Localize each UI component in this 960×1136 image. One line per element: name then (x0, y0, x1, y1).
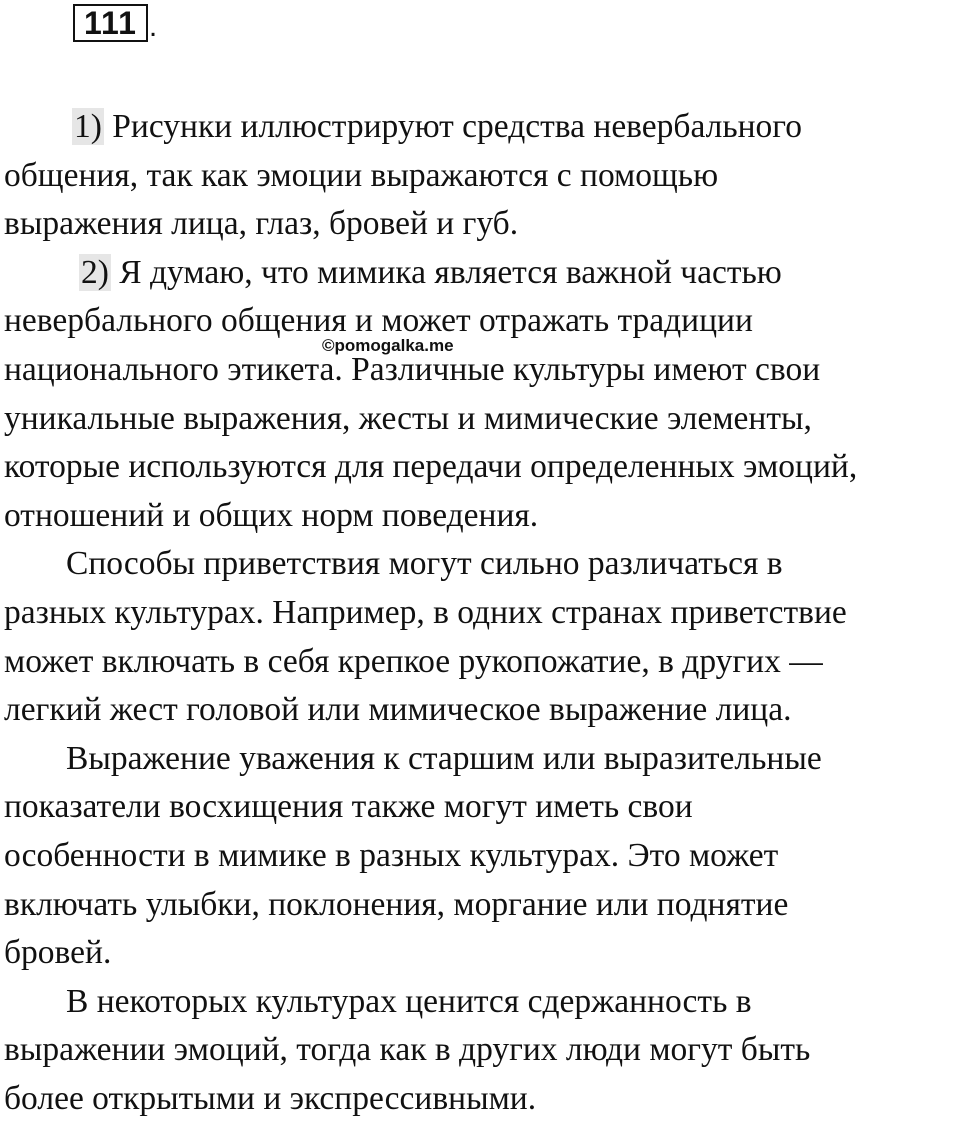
paragraph-line: включать улыбки, поклонения, моргание или поднятие (4, 885, 789, 923)
paragraph-line: Способы приветствия могут сильно различаться в (66, 545, 783, 583)
line-text: Я думаю, что мимика является важной частью (110, 253, 782, 291)
paragraph-line: уникальные выражения, жесты и мимические элементы, (4, 399, 812, 437)
paragraph-4 (4, 735, 954, 978)
paragraph-line: выражении эмоций, тогда как в других люди могут быть (4, 1031, 811, 1069)
answer-text (4, 103, 954, 1123)
task-header (73, 4, 157, 42)
paragraph-line: особенности в мимике в разных культурах. Это может (4, 836, 779, 874)
paragraph-line: В некоторых культурах ценится сдержанность в (66, 982, 752, 1020)
paragraph-line: может включать в себя крепкое рукопожатие, в других — (4, 642, 823, 680)
paragraph-line: показатели восхищения также могут иметь свои (4, 788, 693, 826)
paragraph-line: невербального общения и может отражать традиции (4, 302, 753, 340)
paragraph-line (4, 249, 954, 298)
paragraph-line: национального этикета. Различные культуры имеют свои (4, 350, 821, 388)
paragraph-line: отношений и общих норм поведения. (4, 496, 539, 534)
paragraph-line: более открытыми и экспрессивными. (4, 1079, 537, 1117)
task-number-box: 111 (73, 4, 148, 42)
paragraph-line: бровей. (4, 934, 112, 972)
paragraph-line: легкий жест головой или мимическое выражение лица. (4, 691, 792, 729)
watermark: ©pomogalka.me (322, 336, 454, 355)
item-marker-1: 1) (74, 108, 102, 145)
paragraph-line: общения, так как эмоции выражаются с помощью (4, 156, 719, 194)
paragraph-5 (4, 978, 954, 1124)
paragraph-line: выражения лица, глаз, бровей и губ. (4, 205, 519, 243)
line-text: Рисунки иллюстрируют средства невербального (103, 108, 802, 145)
task-number-dot: . (148, 10, 158, 43)
paragraph-line: Выражение уважения к старшим или выразительные (66, 739, 822, 777)
item-marker-2: 2) (81, 253, 109, 291)
paragraph-1 (4, 103, 954, 249)
paragraph-3 (4, 540, 954, 734)
paragraph-2 (4, 249, 954, 541)
paragraph-line (4, 103, 954, 152)
paragraph-line: разных культурах. Например, в одних странах приветствие (4, 593, 847, 631)
paragraph-line: которые используются для передачи определенных эмоций, (4, 448, 858, 486)
